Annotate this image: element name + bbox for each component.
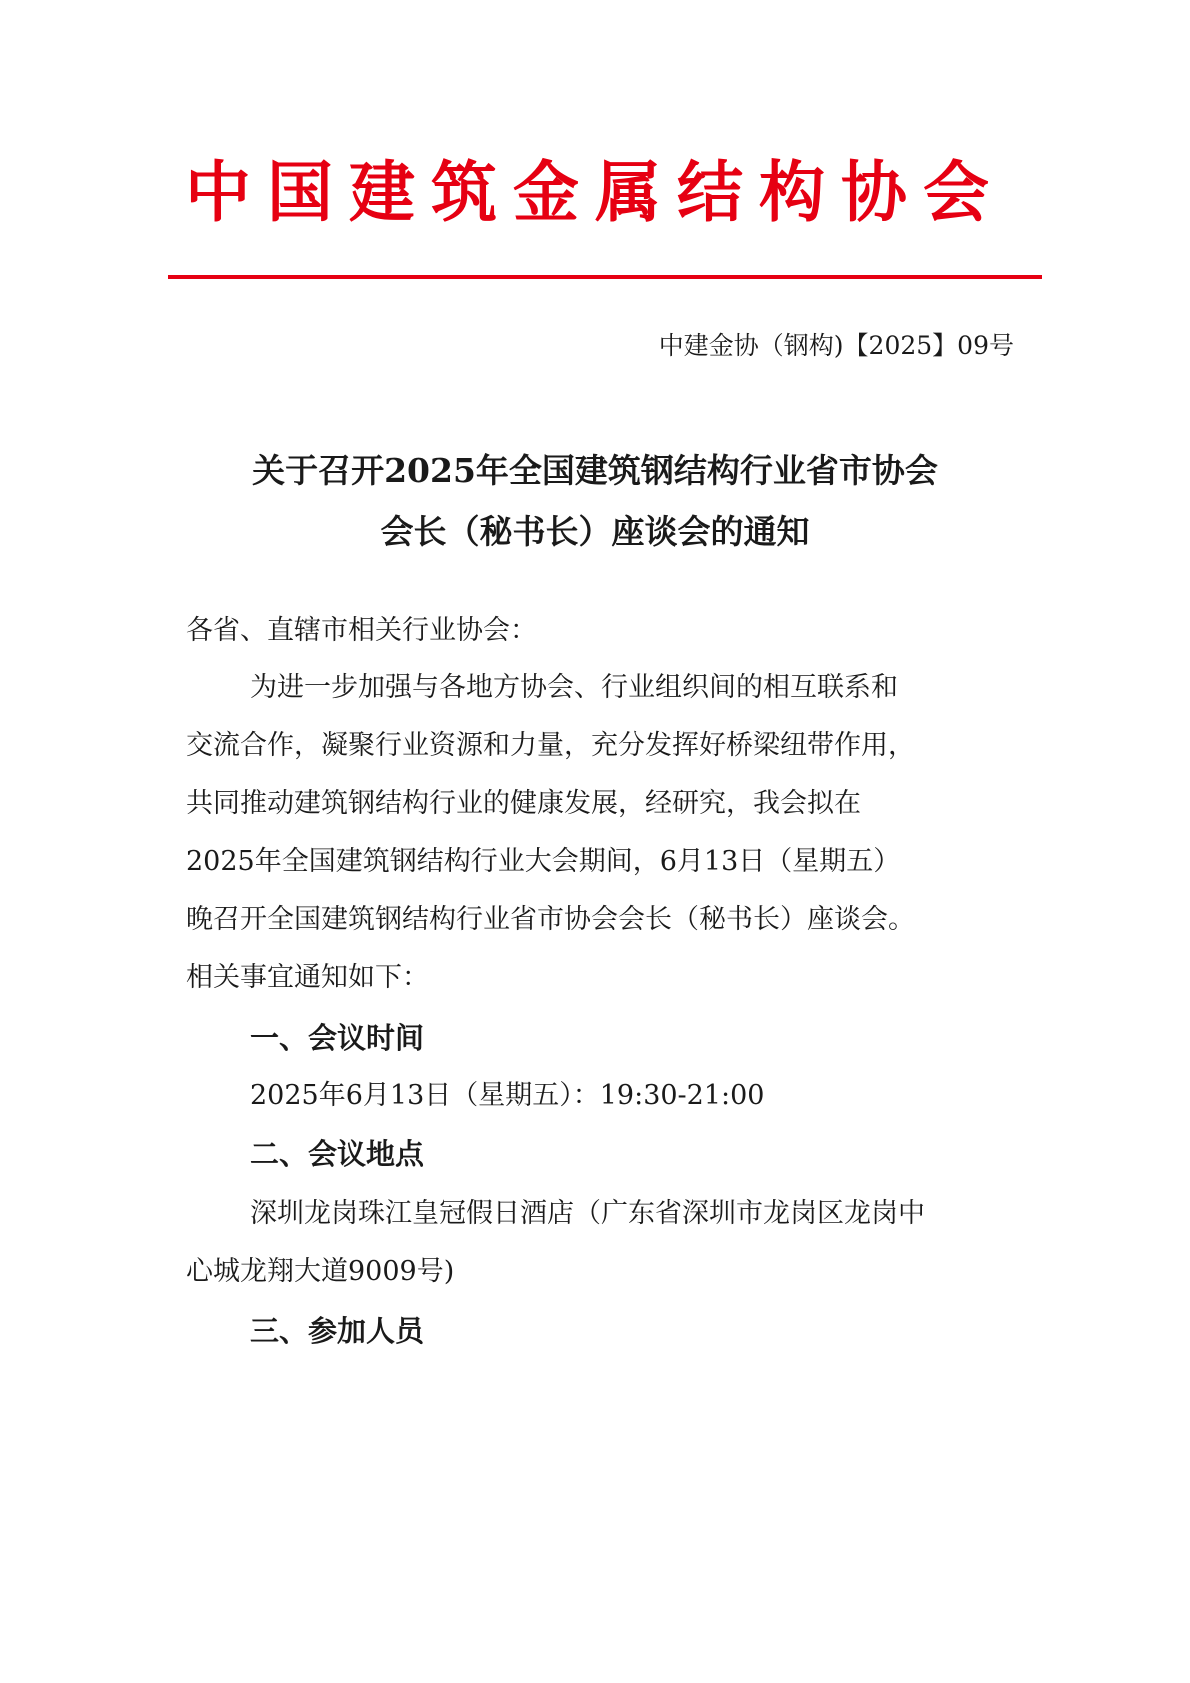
intro-line: 2025年全国建筑钢结构行业大会期间，6月13日（星期五） [186,846,901,877]
organization-letterhead: 中国建筑金属结构协会 [185,154,1005,231]
meeting-location-line-1: 深圳龙岗珠江皇冠假日酒店（广东省深圳市龙岗区龙岗中 [250,1198,925,1229]
intro-line: 交流合作，凝聚行业资源和力量，充分发挥好桥梁纽带作用， [186,730,915,761]
document-number: 中建金协（钢构)【2025】09号 [658,331,1014,360]
meeting-time: 2025年6月13日（星期五）：19:30-21:00 [250,1080,765,1111]
intro-line: 相关事宜通知如下： [186,962,429,993]
intro-line: 为进一步加强与各地方协会、行业组织间的相互联系和 [250,672,898,703]
notice-title-line-2: 会长（秘书长）座谈会的通知 [380,512,810,551]
intro-line: 共同推动建筑钢结构行业的健康发展，经研究，我会拟在 [186,788,861,819]
salutation: 各省、直辖市相关行业协会： [186,615,537,646]
meeting-location-line-2: 心城龙翔大道9009号) [186,1256,455,1287]
letterhead-red-rule [168,275,1042,279]
notice-title-line-1: 关于召开2025年全国建筑钢结构行业省市协会 [252,451,938,490]
section-heading-location: 二、会议地点 [250,1137,425,1171]
intro-line: 晚召开全国建筑钢结构行业省市协会会长（秘书长）座谈会。 [186,904,915,935]
section-heading-participants: 三、参加人员 [250,1314,425,1348]
section-heading-time: 一、会议时间 [250,1021,425,1055]
